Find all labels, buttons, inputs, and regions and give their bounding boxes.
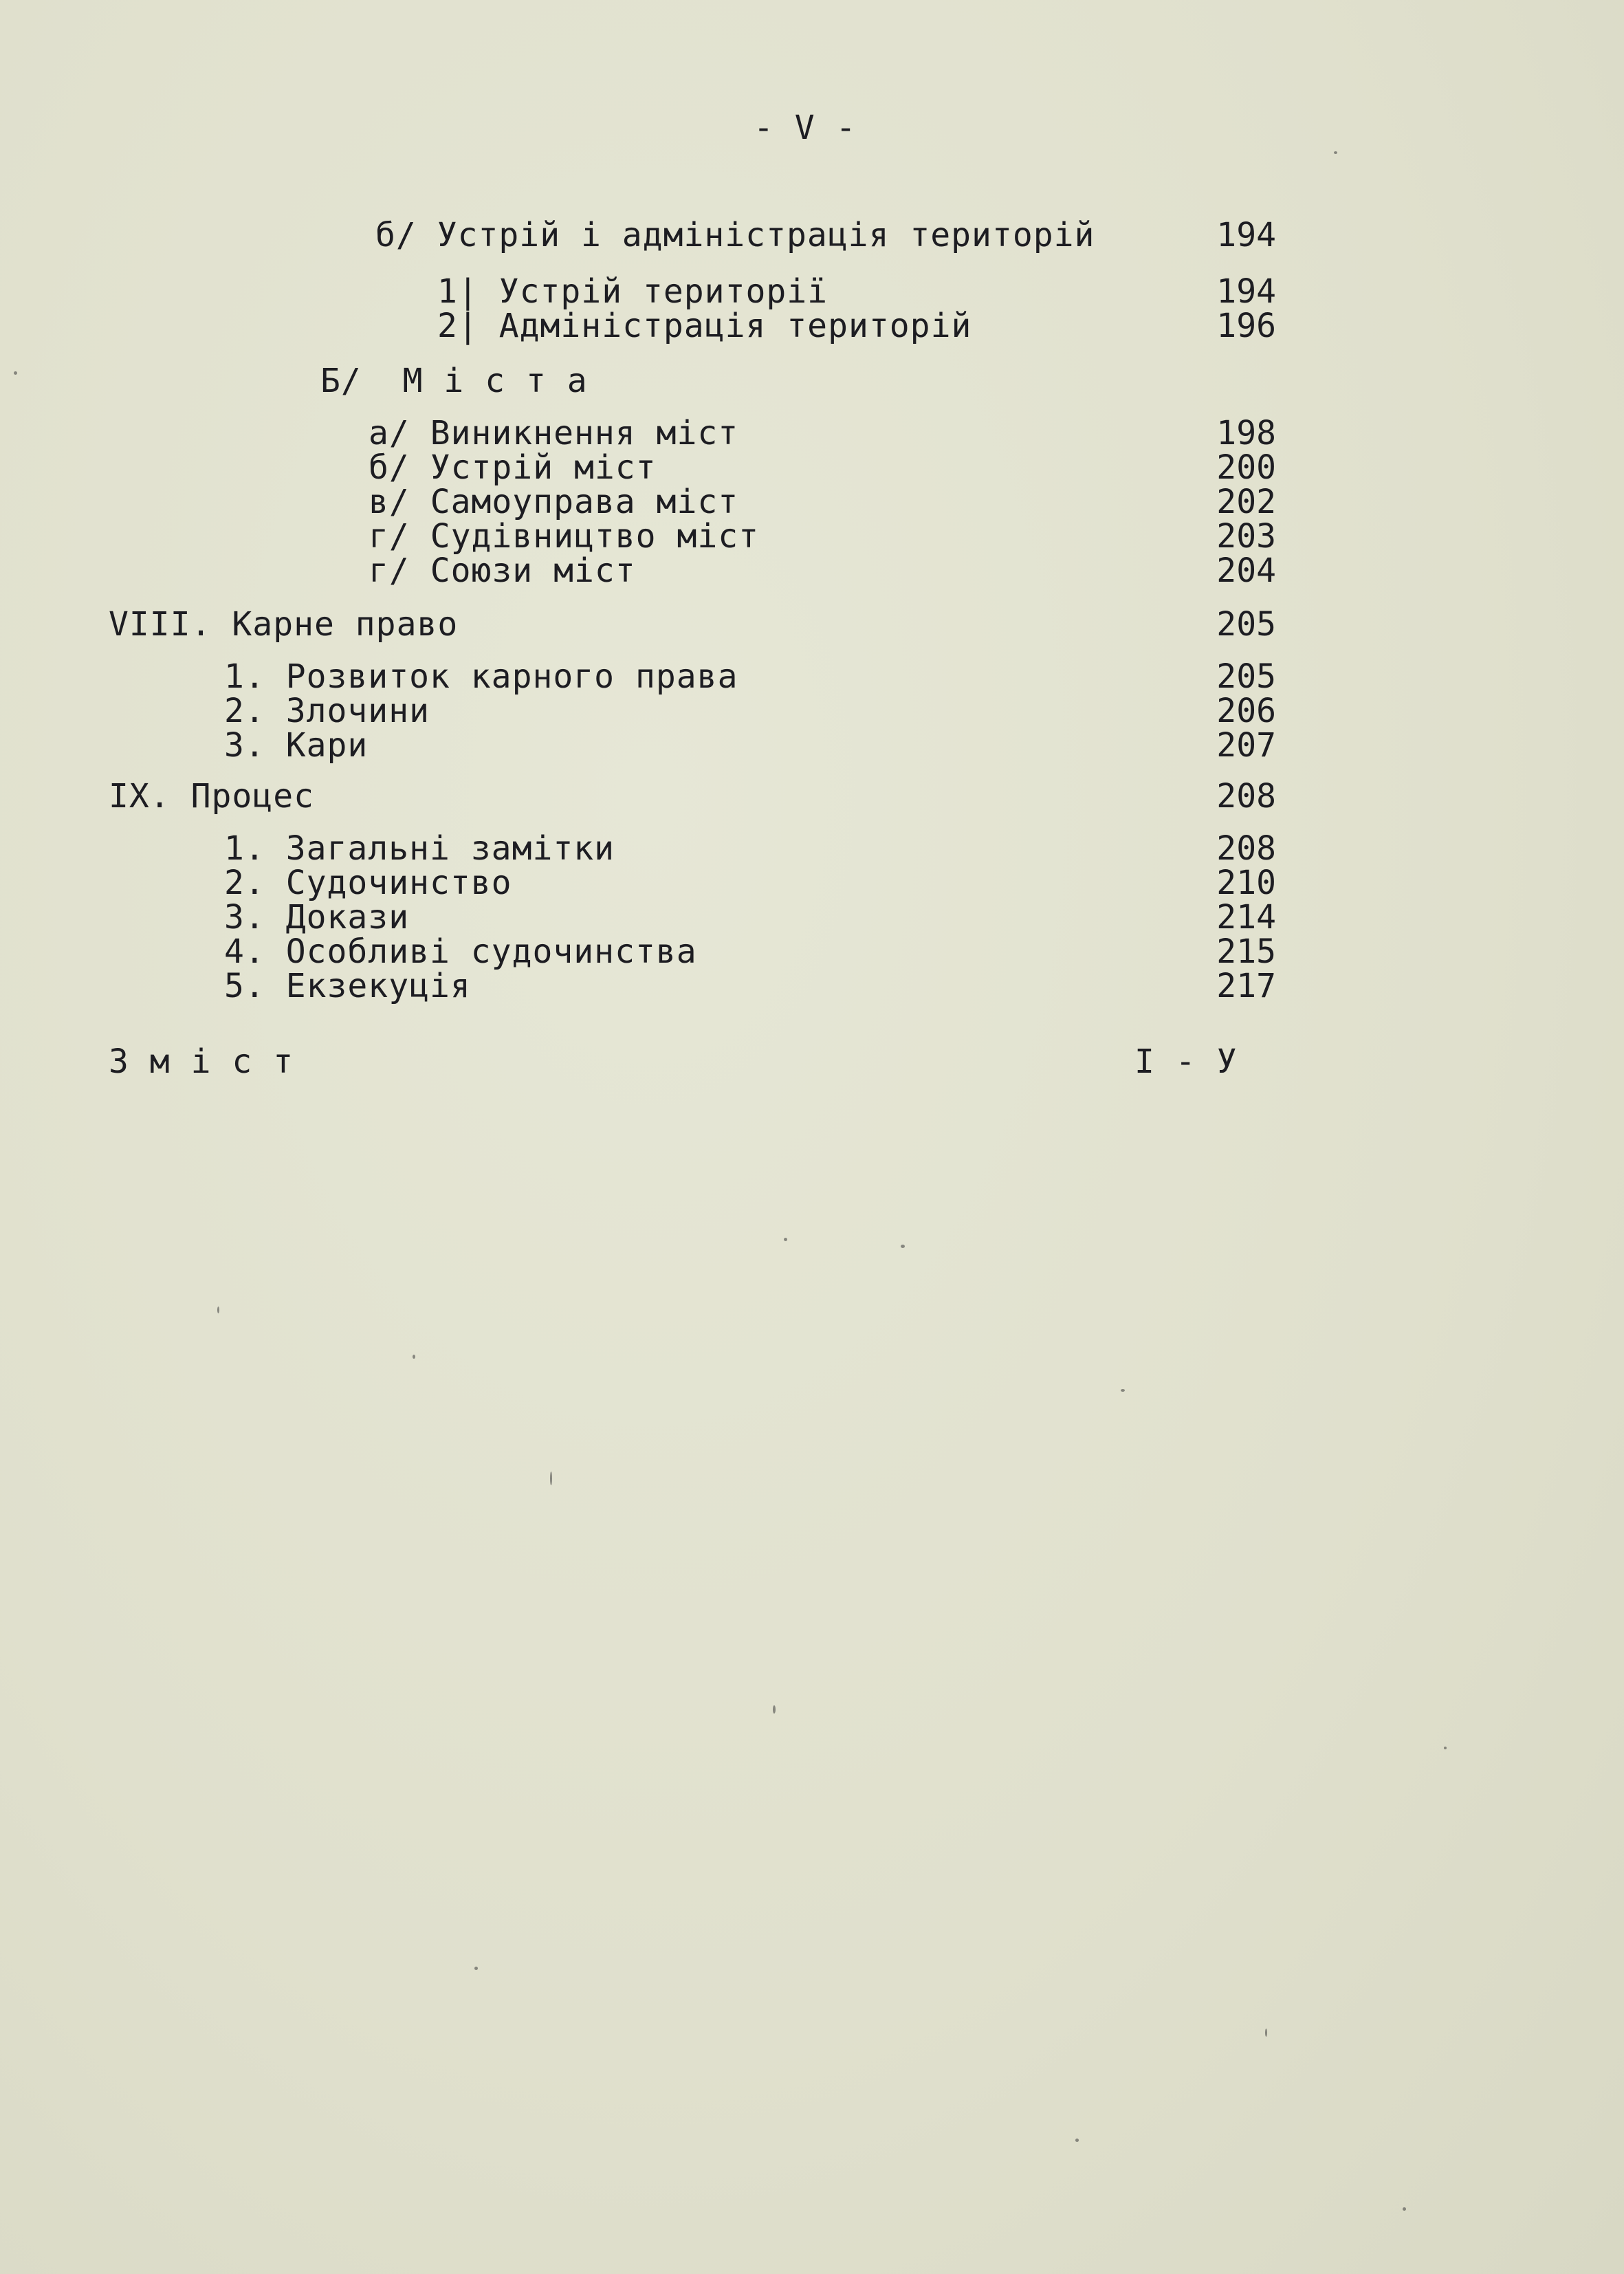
footer-contents-label: З м і с т [109, 1042, 294, 1081]
toc-entry-page: 217 [1216, 967, 1276, 1005]
paper-speck [1444, 1747, 1447, 1749]
toc-entry-page: 194 [1216, 272, 1276, 311]
toc-entry-label: б/ Устрій міст [369, 448, 657, 487]
toc-entry-page: 206 [1216, 692, 1276, 730]
footer-contents-pages: I - У [1134, 1042, 1238, 1081]
paper-speck [217, 1307, 219, 1313]
toc-entry-page: 214 [1216, 898, 1276, 937]
toc-entry-label: 2| Адміністрація територій [437, 307, 972, 345]
paper-speck [1075, 2139, 1079, 2142]
paper-speck [550, 1472, 552, 1485]
toc-entry-page: 210 [1216, 864, 1276, 902]
toc-section-heading: Б/ М і с т а [320, 362, 588, 400]
paper-speck [901, 1245, 905, 1248]
toc-entry-page: 203 [1216, 517, 1276, 556]
toc-entry-label: 2. Судочинство [224, 864, 512, 902]
toc-entry-label: а/ Виникнення міст [369, 414, 739, 452]
toc-entry-label: б/ Устрій і адміністрація територій [375, 216, 1095, 254]
paper-speck [474, 1967, 478, 1970]
toc-entry-page: 208 [1216, 829, 1276, 868]
toc-entry-page: 208 [1216, 777, 1276, 816]
paper-speck [1265, 2029, 1267, 2037]
toc-entry-label: 3. Кари [224, 726, 369, 765]
toc-entry-label: 1. Загальні замітки [224, 829, 615, 868]
toc-entry-page: 202 [1216, 483, 1276, 521]
paper-speck [1403, 2207, 1406, 2211]
toc-entry-label: 1| Устрій території [437, 272, 829, 311]
toc-entry-label: 2. Злочини [224, 692, 430, 730]
toc-entry-page: 194 [1216, 216, 1276, 254]
toc-entry-label: 4. Особливі судочинства [224, 932, 697, 971]
toc-entry-label: г/ Союзи міст [369, 551, 636, 590]
toc-entry-page: 205 [1216, 605, 1276, 644]
paper-speck [14, 371, 17, 375]
toc-entry-page: 196 [1216, 307, 1276, 345]
paper-speck [784, 1238, 787, 1241]
toc-entry-label: 5. Екзекуція [224, 967, 471, 1005]
paper-speck [1121, 1389, 1125, 1392]
paper-speck [1334, 151, 1337, 154]
paper-speck [773, 1705, 776, 1714]
toc-entry-page: 205 [1216, 657, 1276, 696]
page-number: - V - [754, 109, 857, 147]
toc-chapter-heading: VIII. Карне право [109, 605, 459, 644]
toc-entry-page: 204 [1216, 551, 1276, 590]
toc-chapter-heading: IX. Процес [109, 777, 314, 816]
toc-entry-page: 207 [1216, 726, 1276, 765]
toc-entry-label: 3. Докази [224, 898, 410, 937]
toc-entry-label: в/ Самоуправа міст [369, 483, 739, 521]
toc-entry-page: 215 [1216, 932, 1276, 971]
toc-entry-label: г/ Судівництво міст [369, 517, 760, 556]
toc-entry-page: 200 [1216, 448, 1276, 487]
toc-entry-label: 1. Розвиток карного права [224, 657, 738, 696]
paper-speck [413, 1355, 415, 1359]
toc-entry-page: 198 [1216, 414, 1276, 452]
